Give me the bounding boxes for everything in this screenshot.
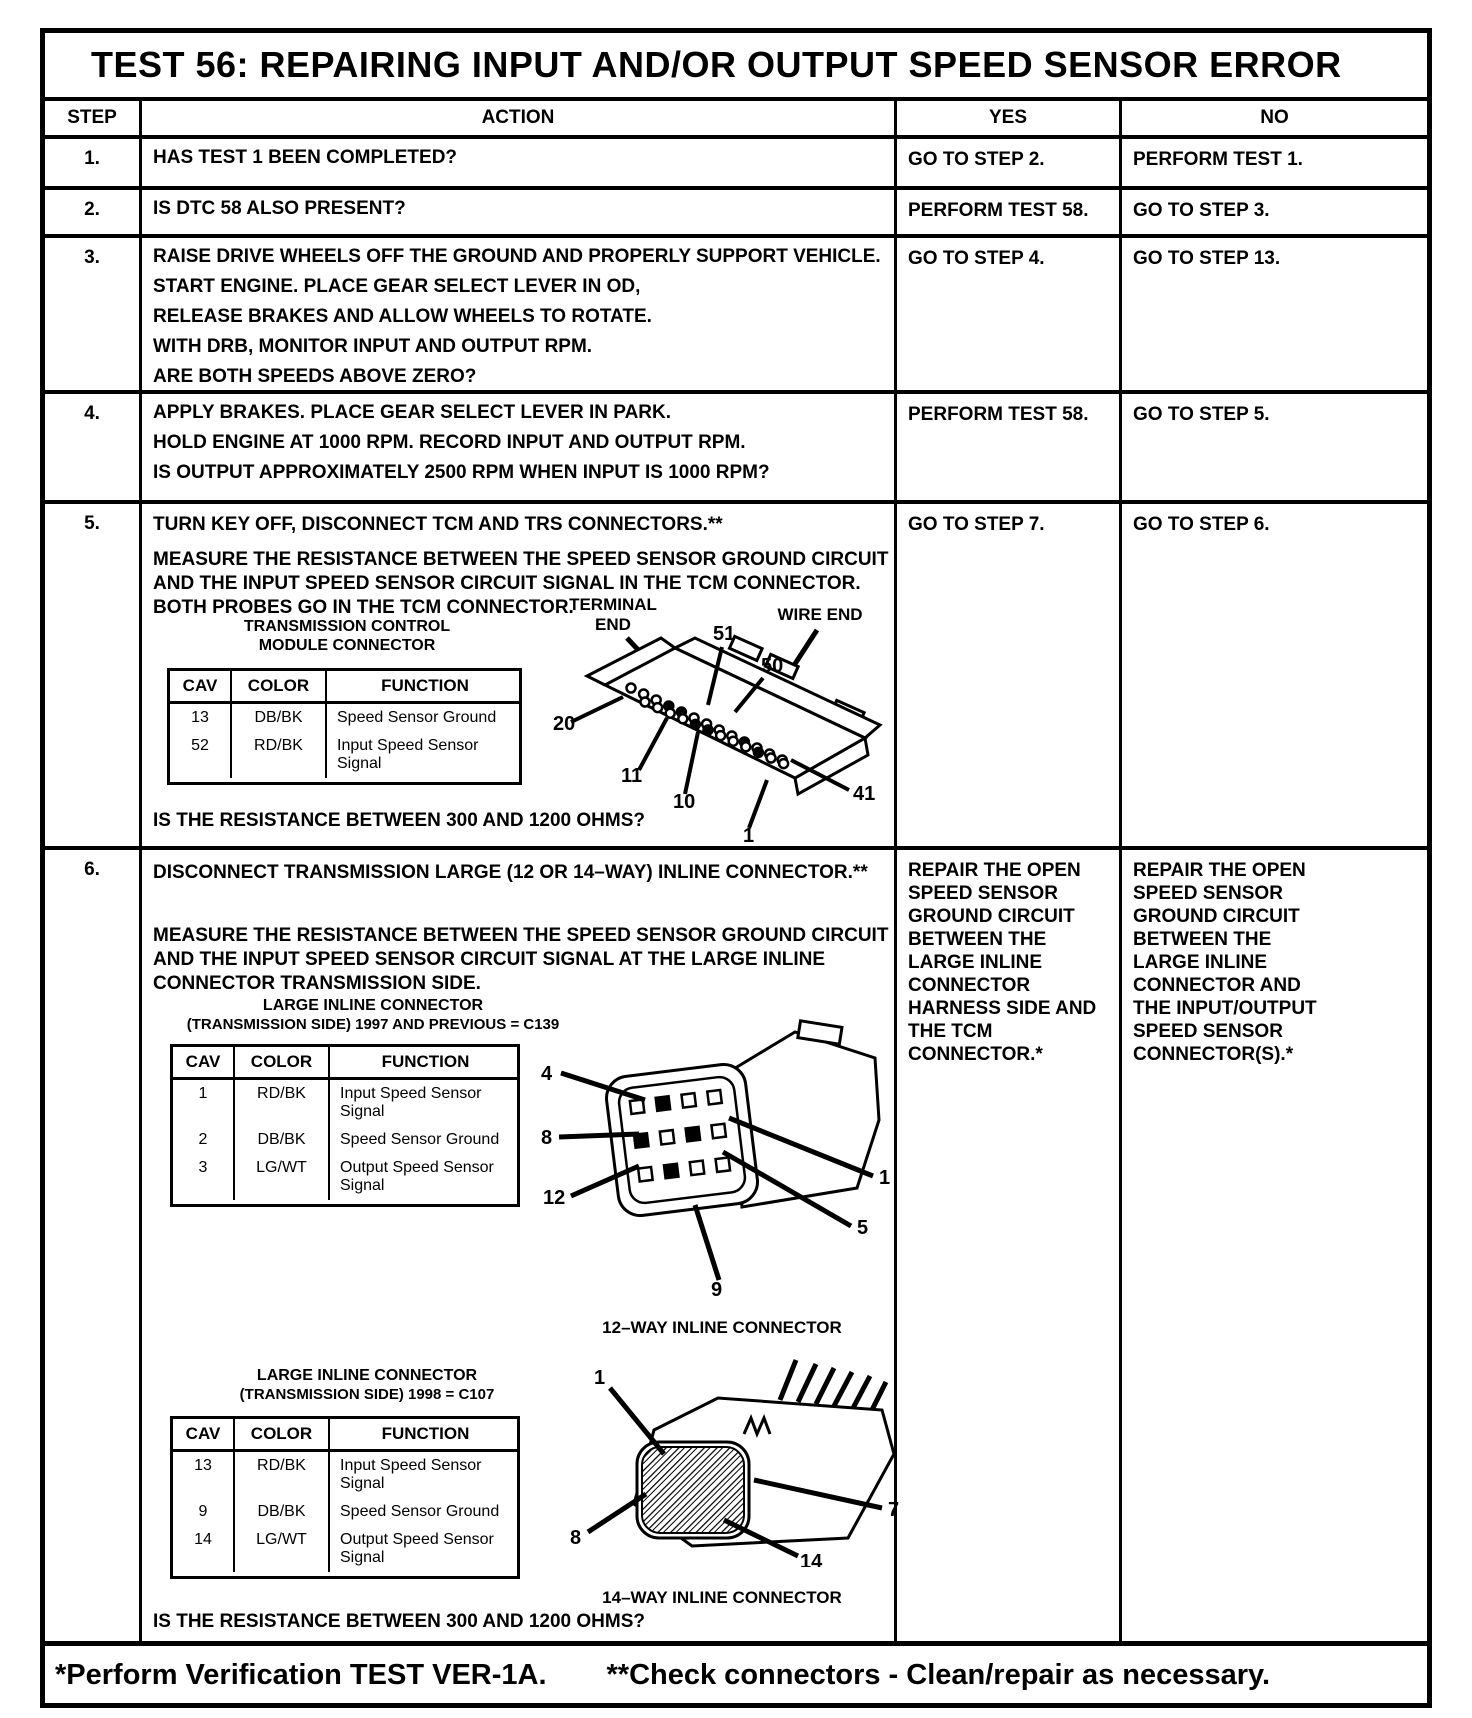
callout-5: 5 (857, 1217, 869, 1239)
action-cell (139, 850, 900, 1641)
tcm-connector-diagram (535, 590, 893, 845)
step-number: 3. (84, 247, 100, 268)
step-number: 6. (84, 859, 100, 880)
header-cav: CAV (170, 671, 232, 701)
callout-1: 1 (743, 825, 755, 845)
yes-cell: GO TO STEP 7. (894, 504, 1119, 846)
yes-cell: GO TO STEP 4. (894, 238, 1119, 390)
diagnostic-test-table (40, 28, 1432, 1708)
callout-20: 20 (553, 713, 576, 735)
caption-line: (TRANSMISSION SIDE) 1998 = C107 (239, 1386, 495, 1403)
step-number: 5. (84, 513, 100, 534)
header-color: COLOR (235, 1047, 330, 1077)
inline-14way-connector-diagram (542, 1342, 902, 1567)
action-line: TURN KEY OFF, DISCONNECT TCM AND TRS CONNECTORS.** (153, 514, 723, 535)
callout-4: 4 (541, 1063, 553, 1085)
header-color: COLOR (232, 671, 327, 701)
callout-11: 11 (621, 765, 643, 787)
caption-line: LARGE INLINE CONNECTOR (262, 997, 484, 1014)
mini-table-header (173, 1047, 517, 1080)
table-row-step-3 (45, 234, 1427, 390)
function-value: Input Speed Sensor Signal (337, 737, 479, 772)
action-cell (139, 139, 894, 186)
header-function: FUNCTION (381, 1424, 470, 1443)
callout-51: 51 (713, 623, 736, 645)
color-value: LG/WT (235, 1154, 330, 1200)
inline-connector-caption-c139 (158, 996, 588, 1034)
cav-value: 9 (173, 1498, 235, 1526)
yes-text: REPAIR THE OPEN SPEED SENSOR GROUND CIRCUIT BETWEEN THE LARGE INLINE CONNECTOR HARNESS SIDE AND THE TCM CONNECTOR.* (908, 860, 1097, 1065)
callout-41: 41 (853, 783, 876, 805)
color-value: RD/BK (235, 1452, 330, 1498)
callout-8: 8 (570, 1527, 582, 1549)
callout-9: 9 (711, 1279, 723, 1300)
action-line: MEASURE THE RESISTANCE BETWEEN THE SPEED SENSOR GROUND CIRCUIT (153, 925, 889, 946)
callout-14: 14 (800, 1551, 823, 1567)
color-value: DB/BK (235, 1498, 330, 1526)
caption-line: TRANSMISSION CONTROL (243, 618, 451, 635)
cav-value: 2 (173, 1126, 235, 1154)
no-cell (1119, 850, 1427, 1641)
action-line: BOTH PROBES GO IN THE TCM CONNECTOR. (153, 597, 574, 618)
mini-table-body (170, 704, 519, 782)
callout-10: 10 (673, 791, 696, 813)
inline-connector-table-c107 (170, 1416, 520, 1579)
footnotes-row (45, 1641, 1427, 1705)
no-cell: GO TO STEP 13. (1119, 238, 1427, 390)
inline-connector-caption-c107 (172, 1366, 562, 1404)
no-cell: PERFORM TEST 1. (1119, 139, 1427, 186)
footnote-verification: *Perform Verification TEST VER-1A. (55, 1659, 547, 1691)
action-line: RELEASE BRAKES AND ALLOW WHEELS TO ROTATE. (153, 306, 652, 327)
wire-end-label: WIRE END (777, 605, 863, 624)
table-row (170, 704, 519, 732)
action-cell (139, 504, 894, 846)
action-line: RAISE DRIVE WHEELS OFF THE GROUND AND PROPERLY SUPPORT VEHICLE. (153, 246, 881, 267)
action-line: ARE BOTH SPEEDS ABOVE ZERO? (153, 366, 477, 387)
function-value: Speed Sensor Ground (337, 709, 497, 726)
caption-line: LARGE INLINE CONNECTOR (256, 1367, 478, 1384)
action-line: HAS TEST 1 BEEN COMPLETED? (153, 147, 458, 168)
action-line: IS OUTPUT APPROXIMATELY 2500 RPM WHEN INPUT IS 1000 RPM? (153, 462, 770, 483)
action-line: CONNECTOR TRANSMISSION SIDE. (153, 973, 481, 994)
color-value: DB/BK (232, 704, 327, 732)
table-row (170, 732, 519, 778)
caption-line: MODULE CONNECTOR (258, 637, 436, 654)
cav-value: 13 (173, 1452, 235, 1498)
inline-12way-connector-diagram (527, 1000, 895, 1300)
step-number: 1. (84, 148, 100, 169)
table-row (173, 1126, 517, 1154)
action-paragraph (153, 924, 888, 996)
yes-cell: PERFORM TEST 58. (894, 190, 1119, 234)
yes-cell (894, 850, 1119, 1641)
tcm-connector-table (167, 668, 522, 785)
table-row-step-2 (45, 186, 1427, 234)
callout-1: 1 (594, 1367, 606, 1389)
callout-8: 8 (541, 1127, 553, 1149)
table-row-step-1 (45, 135, 1427, 186)
header-function: FUNCTION (381, 676, 469, 695)
table-row (173, 1498, 517, 1526)
mini-table-body (173, 1452, 517, 1576)
tcm-connector-caption (172, 617, 522, 655)
header-cav: CAV (173, 1047, 235, 1077)
table-row-step-6 (45, 846, 1427, 1641)
callout-50: 50 (761, 655, 784, 677)
mini-table-header (173, 1419, 517, 1452)
function-value: Output Speed Sensor Signal (340, 1159, 494, 1194)
action-cell (139, 190, 894, 234)
color-value: DB/BK (235, 1126, 330, 1154)
footnote-connectors: **Check connectors - Clean/repair as necessary. (606, 1659, 1271, 1691)
action-line: APPLY BRAKES. PLACE GEAR SELECT LEVER IN PARK. (153, 402, 672, 423)
color-value: RD/BK (232, 732, 327, 778)
mini-table-body (173, 1080, 517, 1204)
action-line: DISCONNECT TRANSMISSION LARGE (12 OR 14–WAY) INLINE CONNECTOR.** (153, 862, 868, 883)
function-value: Input Speed Sensor Signal (340, 1457, 482, 1492)
step6-question: IS THE RESISTANCE BETWEEN 300 AND 1200 OHMS? (153, 1611, 645, 1632)
action-line: AND THE INPUT SPEED SENSOR CIRCUIT SIGNAL AT THE LARGE INLINE (153, 949, 826, 970)
action-line: WITH DRB, MONITOR INPUT AND OUTPUT RPM. (153, 336, 593, 357)
action-cell (139, 238, 894, 390)
action-line: HOLD ENGINE AT 1000 RPM. RECORD INPUT AND OUTPUT RPM. (153, 432, 746, 453)
header-color: COLOR (235, 1419, 330, 1449)
col-header-yes: YES (894, 101, 1119, 135)
no-cell: GO TO STEP 5. (1119, 394, 1427, 500)
terminal-end-label: END (595, 615, 631, 634)
table-row-step-4 (45, 390, 1427, 500)
action-cell (139, 394, 894, 500)
no-cell: GO TO STEP 3. (1119, 190, 1427, 234)
action-line: AND THE INPUT SPEED SENSOR CIRCUIT SIGNAL IN THE TCM CONNECTOR. (153, 573, 861, 594)
col-header-action: ACTION (139, 101, 894, 135)
cav-value: 13 (170, 704, 232, 732)
function-value: Speed Sensor Ground (340, 1131, 500, 1148)
inline-12way-caption: 12–WAY INLINE CONNECTOR (602, 1318, 842, 1337)
mini-table-header (170, 671, 519, 704)
cav-value: 52 (170, 732, 232, 778)
callout-1: 1 (879, 1167, 891, 1189)
color-value: RD/BK (235, 1080, 330, 1126)
caption-line: (TRANSMISSION SIDE) 1997 AND PREVIOUS = C139 (186, 1016, 560, 1033)
inline-connector-table-c139 (170, 1044, 520, 1207)
step5-question: IS THE RESISTANCE BETWEEN 300 AND 1200 OHMS? (153, 810, 645, 831)
table-row (173, 1526, 517, 1572)
header-function: FUNCTION (381, 1052, 470, 1071)
no-text: REPAIR THE OPEN SPEED SENSOR GROUND CIRCUIT BETWEEN THE LARGE INLINE CONNECTOR AND THE INPUT/OUTPUT SPEED SENSOR CONNECTOR(S).* (1133, 860, 1317, 1065)
step-number: 4. (84, 403, 100, 424)
action-line: START ENGINE. PLACE GEAR SELECT LEVER IN OD, (153, 276, 641, 297)
yes-cell: PERFORM TEST 58. (894, 394, 1119, 500)
function-value: Input Speed Sensor Signal (340, 1085, 482, 1120)
function-value: Output Speed Sensor Signal (340, 1531, 494, 1566)
cav-value: 14 (173, 1526, 235, 1572)
title-row (45, 33, 1427, 97)
table-header-row (45, 97, 1427, 135)
cav-value: 1 (173, 1080, 235, 1126)
header-cav: CAV (173, 1419, 235, 1449)
action-line: IS DTC 58 ALSO PRESENT? (153, 198, 406, 219)
color-value: LG/WT (235, 1526, 330, 1572)
table-row-step-5 (45, 500, 1427, 846)
table-row (173, 1154, 517, 1200)
yes-cell: GO TO STEP 2. (894, 139, 1119, 186)
step-number: 2. (84, 199, 100, 220)
page-title: TEST 56: REPAIRING INPUT AND/OR OUTPUT SPEED SENSOR ERROR (91, 44, 1342, 85)
no-cell: GO TO STEP 6. (1119, 504, 1427, 846)
table-row (173, 1080, 517, 1126)
table-row (173, 1452, 517, 1498)
callout-7: 7 (888, 1499, 900, 1521)
function-value: Speed Sensor Ground (340, 1503, 500, 1520)
action-line: MEASURE THE RESISTANCE BETWEEN THE SPEED SENSOR GROUND CIRCUIT (153, 549, 889, 570)
cav-value: 3 (173, 1154, 235, 1200)
inline-14way-caption: 14–WAY INLINE CONNECTOR (602, 1588, 842, 1607)
col-header-no: NO (1119, 101, 1427, 135)
callout-12: 12 (543, 1187, 566, 1209)
col-header-step: STEP (67, 107, 117, 128)
terminal-end-label: TERMINAL (569, 595, 657, 614)
